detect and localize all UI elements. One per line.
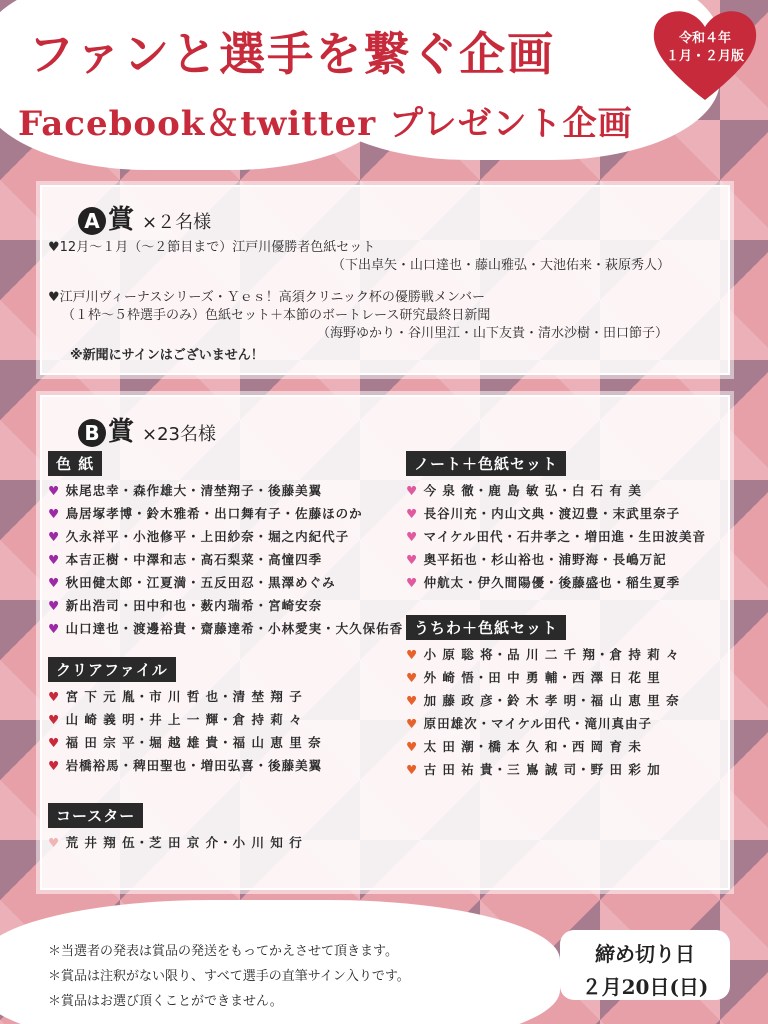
name-row xyxy=(406,760,661,778)
deadline-date: ２月20日(日) xyxy=(581,975,709,999)
heart-bullet-icon: ♥ xyxy=(48,621,66,636)
badge-year: 令和４年 xyxy=(678,31,731,46)
name-row xyxy=(406,481,642,499)
heart-bullet-icon: ♥ xyxy=(406,575,424,590)
heart-bullet-icon: ♥ xyxy=(406,483,424,498)
name-text: 今 泉 徹・鹿 島 敏 弘・白 石 有 美 xyxy=(423,483,642,498)
edition-badge xyxy=(650,30,760,66)
heart-bullet-icon: ♥ xyxy=(406,739,424,754)
header xyxy=(0,0,768,175)
main-title: ファンと選手を繋ぐ企画 xyxy=(28,27,556,81)
footer-note-3: ＊賞品はお選び頂くことができません。 xyxy=(48,994,283,1009)
heart-bullet-icon: ♥ xyxy=(48,598,66,613)
prize-a-item-1: ♥12月～１月（～２節目まで）江戸川優勝者色紙セット xyxy=(48,240,376,255)
heart-bullet-icon: ♥ xyxy=(48,735,66,750)
heart-bullet-icon: ♥ xyxy=(406,670,424,685)
name-row xyxy=(406,714,652,732)
sub-title: Facebook＆twitter プレゼント企画 xyxy=(18,104,633,144)
name-text: 岩橋裕馬・稗田聖也・増田弘喜・後藤美翼 xyxy=(65,758,323,773)
name-row xyxy=(406,737,642,755)
name-text: 山口達也・渡邊裕貴・齋藤達希・小林愛実・大久保佑香 xyxy=(65,621,404,636)
name-text: 仲航太・伊久間陽優・後藤盛也・稲生夏季 xyxy=(423,575,681,590)
name-text: 宮 下 元 胤・市 川 哲 也・清 埜 翔 子 xyxy=(65,689,303,704)
section-tag-uchiwa: うちわ＋色紙セット xyxy=(406,615,566,640)
heart-bullet-icon: ♥ xyxy=(406,716,424,731)
prize-a-heading xyxy=(78,199,211,236)
prize-a-letter: A xyxy=(78,207,106,235)
name-text: 久永祥平・小池修平・上田紗奈・堀之内紀代子 xyxy=(65,529,350,544)
name-text: 長谷川充・内山文典・渡辺豊・末武里奈子 xyxy=(423,506,681,521)
deadline-label: 締め切り日 xyxy=(595,942,695,966)
heart-bullet-icon: ♥ xyxy=(48,529,66,544)
name-text: 奥平拓也・杉山裕也・浦野海・長嶋万記 xyxy=(423,552,667,567)
name-row xyxy=(48,733,322,751)
name-text: 加 藤 政 彦・鈴 木 孝 明・福 山 恵 里 奈 xyxy=(423,693,680,708)
heart-bullet-icon: ♥ xyxy=(48,689,66,704)
name-row xyxy=(48,481,322,499)
heart-bullet-icon: ♥ xyxy=(406,552,424,567)
heart-bullet-icon: ♥ xyxy=(48,712,66,727)
prize-a-panel xyxy=(40,185,730,375)
name-text: 小 原 聡 将・品 川 二 千 翔・倉 持 莉 々 xyxy=(423,647,680,662)
name-row xyxy=(406,691,680,709)
section-tag-coaster: コースター xyxy=(48,803,143,828)
name-row xyxy=(406,550,667,568)
heart-bullet-icon: ♥ xyxy=(48,575,66,590)
section-tag-shikishi: 色 紙 xyxy=(48,451,102,476)
name-text: 原田雄次・マイケル田代・滝川真由子 xyxy=(423,716,652,731)
heart-bullet-icon: ♥ xyxy=(48,835,66,850)
name-text: 本吉正樹・中澤和志・高石梨菜・高憧四季 xyxy=(65,552,323,567)
name-row xyxy=(48,687,303,705)
name-text: 福 田 宗 平・堀 越 雄 貴・福 山 恵 里 奈 xyxy=(65,735,322,750)
name-text: 外 崎 悟・田 中 勇 輔・西 澤 日 花 里 xyxy=(423,670,661,685)
heart-bullet-icon: ♥ xyxy=(48,483,66,498)
prize-a-label: 賞 xyxy=(108,205,135,235)
name-row xyxy=(48,756,322,774)
name-row xyxy=(48,550,322,568)
prize-b-panel xyxy=(40,395,730,890)
name-text: 山 崎 義 明・井 上 一 輝・倉 持 莉 々 xyxy=(65,712,303,727)
name-text: 秋田健太郎・江夏満・五反田忍・黒澤めぐみ xyxy=(65,575,336,590)
prize-a-item-2b: （１枠～５枠選手のみ）色紙セット＋本節のボートレース研究最終日新聞 xyxy=(62,308,491,323)
name-row xyxy=(48,833,303,851)
name-text: 荒 井 翔 伍・芝 田 京 介・小 川 知 行 xyxy=(65,835,303,850)
name-row xyxy=(406,668,661,686)
prize-a-count: ×２名様 xyxy=(142,212,212,233)
name-row xyxy=(406,573,680,591)
name-row xyxy=(406,527,706,545)
heart-bullet-icon: ♥ xyxy=(406,529,424,544)
name-row xyxy=(406,645,680,663)
name-text: 古 田 祐 貴・三 嶌 誠 司・野 田 彩 加 xyxy=(423,762,661,777)
name-row xyxy=(48,619,403,637)
footer-note-1: ＊当選者の発表は賞品の発送をもってかえさせて頂きます。 xyxy=(48,944,398,959)
prize-a-item-1-names: （下出卓矢・山口達也・藤山雅弘・大池佑来・萩原秀人） xyxy=(332,258,671,273)
badge-months: １月・２月版 xyxy=(665,49,744,64)
name-text: 太 田 潮・橋 本 久 和・西 岡 育 未 xyxy=(423,739,642,754)
name-row xyxy=(48,504,363,522)
section-tag-note: ノート＋色紙セット xyxy=(406,451,566,476)
footer-note-2: ＊賞品は注釈がない限り、すべて選手の直筆サイン入りです。 xyxy=(48,969,410,984)
name-row xyxy=(48,596,322,614)
heart-bullet-icon: ♥ xyxy=(406,693,424,708)
prize-a-item-2: ♥江戸川ヴィーナスシリーズ・Ｙｅｓ！高須クリニック杯の優勝戦メンバー xyxy=(48,290,486,305)
heart-bullet-icon: ♥ xyxy=(48,552,66,567)
heart-bullet-icon: ♥ xyxy=(48,758,66,773)
prize-a-item-2-names: （海野ゆかり・谷川里江・山下友貴・清水沙樹・田口節子） xyxy=(317,326,669,341)
name-text: 鳥居塚孝博・鈴木雅希・出口舞有子・佐藤ほのか xyxy=(65,506,363,521)
heart-bullet-icon: ♥ xyxy=(406,506,424,521)
heart-bullet-icon: ♥ xyxy=(406,762,424,777)
name-text: マイケル田代・石井孝之・増田進・生田波美音 xyxy=(423,529,706,544)
heart-bullet-icon: ♥ xyxy=(406,647,424,662)
name-row xyxy=(48,573,336,591)
name-text: 新出浩司・田中和也・薮内瑞希・宮崎安奈 xyxy=(65,598,323,613)
prize-b-label: 賞 xyxy=(108,417,135,447)
name-row xyxy=(48,710,303,728)
section-tag-clearfile: クリアファイル xyxy=(48,657,176,682)
prize-b-count: ×23名様 xyxy=(142,424,217,445)
deadline-box xyxy=(560,930,730,1000)
heart-bullet-icon: ♥ xyxy=(48,506,66,521)
name-row xyxy=(406,504,680,522)
prize-b-heading xyxy=(78,411,216,448)
name-text: 妹尾忠幸・森作雄大・清埜翔子・後藤美翼 xyxy=(65,483,323,498)
prize-b-letter: B xyxy=(78,419,106,447)
prize-a-note: ※新聞にサインはございません！ xyxy=(70,348,264,363)
name-row xyxy=(48,527,349,545)
